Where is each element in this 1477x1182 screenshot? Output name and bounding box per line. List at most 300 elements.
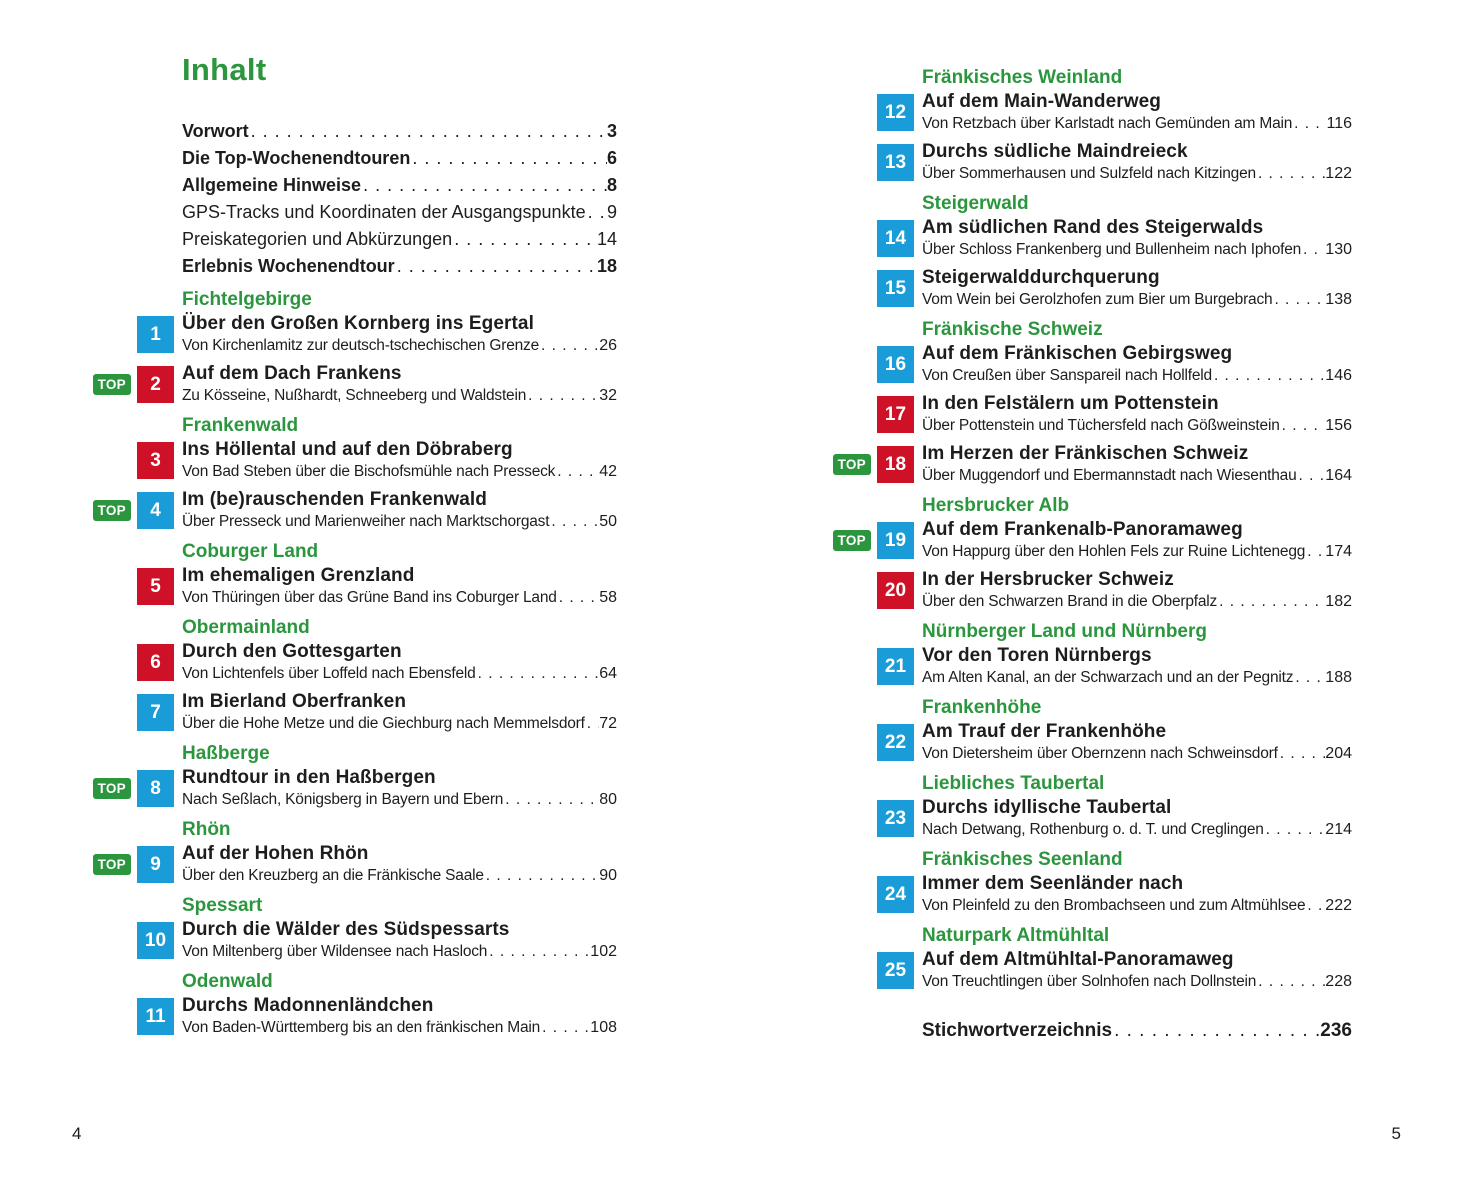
front-matter-row <box>182 226 617 253</box>
tour-subtitle-row <box>922 415 1352 436</box>
tour-subtitle-row <box>182 713 617 734</box>
tour-page-number: 156 <box>1325 417 1352 434</box>
tour-subtitle-row <box>922 895 1352 916</box>
front-matter-label: Preiskategorien und Abkürzungen <box>182 229 453 249</box>
toc-column-left <box>90 52 617 1045</box>
dot-leader <box>585 713 599 734</box>
tour-page-number: 174 <box>1325 543 1352 560</box>
tour-badge-area <box>90 489 182 532</box>
section-heading: Obermainland <box>182 617 310 638</box>
tour-entry <box>90 691 617 734</box>
tour-subtitle: Über den Kreuzberg an die Fränkische Saale <box>182 867 484 884</box>
tour-number-badge: 12 <box>877 94 914 131</box>
page-number-left: 4 <box>72 1124 82 1143</box>
tour-entry <box>830 645 1352 688</box>
dot-leader <box>586 199 607 226</box>
section-heading: Fränkisches Weinland <box>922 67 1123 88</box>
tour-page-number: 214 <box>1325 821 1352 838</box>
tour-page-number: 42 <box>599 463 617 480</box>
dot-leader <box>395 253 597 280</box>
front-matter-label: Vorwort <box>182 121 249 141</box>
tour-badge-area <box>90 691 182 734</box>
tour-page-number: 228 <box>1325 973 1352 990</box>
tour-text <box>182 691 617 734</box>
tour-badge-area <box>90 919 182 962</box>
dot-leader <box>1301 239 1325 260</box>
tour-subtitle: Über Pottenstein und Tüchersfeld nach Gößweinstein <box>922 417 1280 434</box>
tour-badge-area <box>830 91 922 134</box>
dot-leader <box>1112 1020 1320 1042</box>
section-heading: Steigerwald <box>922 193 1029 214</box>
tour-entry <box>90 363 617 406</box>
section-heading: Fränkisches Seenland <box>922 849 1123 870</box>
dot-leader <box>1297 465 1326 486</box>
tour-subtitle-row <box>182 385 617 406</box>
tour-text <box>182 489 617 532</box>
toc-section <box>90 416 617 532</box>
tour-text <box>922 141 1352 184</box>
tour-number-badge: 21 <box>877 648 914 685</box>
toc-section <box>830 926 1352 992</box>
tour-number-badge: 4 <box>137 492 174 529</box>
tour-title: Durch die Wälder des Südspessarts <box>182 919 510 940</box>
tour-page-number: 108 <box>590 1019 617 1036</box>
front-matter-label: Allgemeine Hinweise <box>182 175 362 195</box>
toc-section <box>830 622 1352 688</box>
tour-number-badge: 20 <box>877 572 914 609</box>
dot-leader <box>1212 365 1325 386</box>
front-matter-label: GPS-Tracks und Koordinaten der Ausgangspunkte <box>182 202 586 222</box>
toc-column-right <box>830 52 1352 1045</box>
section-tours <box>830 91 1352 184</box>
tour-title: Rundtour in den Haßbergen <box>182 767 436 788</box>
tour-subtitle: Von Miltenberg über Wildensee nach Hasloch <box>182 943 488 960</box>
tour-title: Immer dem Seenländer nach <box>922 873 1184 894</box>
tour-title: Auf dem Main-Wanderweg <box>922 91 1162 112</box>
tour-number-badge: 1 <box>137 316 174 353</box>
tour-subtitle-row <box>922 365 1352 386</box>
tour-title: Steigerwalddurchquerung <box>922 267 1160 288</box>
tour-entry <box>830 267 1352 310</box>
tour-subtitle: Über den Schwarzen Brand in die Oberpfalz <box>922 593 1218 610</box>
tour-subtitle-row <box>922 591 1352 612</box>
section-tours <box>90 641 617 734</box>
tour-page-number: 102 <box>590 943 617 960</box>
tour-entry <box>830 141 1352 184</box>
tour-subtitle-row <box>182 587 617 608</box>
tour-subtitle: Über Schloss Frankenberg und Bullenheim nach Iphofen <box>922 241 1302 258</box>
toc-section <box>90 744 617 810</box>
front-matter-page: 9 <box>606 202 617 222</box>
section-heading: Coburger Land <box>182 541 319 562</box>
tour-text <box>922 91 1352 134</box>
dot-leader <box>555 461 599 482</box>
section-heading: Spessart <box>182 895 263 916</box>
tour-subtitle-row <box>182 789 617 810</box>
tour-badge-area <box>90 641 182 684</box>
dot-leader <box>1278 743 1326 764</box>
tour-number-badge: 2 <box>137 366 174 403</box>
tour-badge-area <box>830 141 922 184</box>
toc-section <box>830 194 1352 310</box>
tour-subtitle: Von Lichtenfels über Loffeld nach Ebensfeld <box>182 665 476 682</box>
tour-title: In den Felstälern um Pottenstein <box>922 393 1219 414</box>
dot-leader <box>476 663 600 684</box>
dot-leader <box>539 335 599 356</box>
tour-text <box>182 439 617 482</box>
front-matter-label: Erlebnis Wochenendtour <box>182 256 395 276</box>
tour-title: Vor den Toren Nürnbergs <box>922 645 1152 666</box>
section-tours <box>90 565 617 608</box>
tour-page-number: 130 <box>1325 241 1352 258</box>
tour-entry <box>90 565 617 608</box>
dot-leader <box>503 789 599 810</box>
page-number-right: 5 <box>1391 1124 1401 1143</box>
tour-entry <box>830 721 1352 764</box>
tour-text <box>182 641 617 684</box>
index-entry-row <box>922 1020 1352 1042</box>
tour-badge-area <box>90 313 182 356</box>
tour-subtitle-row <box>922 743 1352 764</box>
tour-text <box>182 919 617 962</box>
tour-number-badge: 23 <box>877 800 914 837</box>
tour-number-badge: 19 <box>877 522 914 559</box>
front-matter-row <box>182 172 617 199</box>
tour-entry <box>830 569 1352 612</box>
tour-badge-area <box>90 843 182 886</box>
tour-subtitle-row <box>922 163 1352 184</box>
tour-subtitle-row <box>182 1017 617 1038</box>
tour-subtitle: Von Treuchtlingen über Solnhofen nach Dollnstein <box>922 973 1257 990</box>
tour-subtitle: Von Bad Steben über die Bischofsmühle nach Presseck <box>182 463 556 480</box>
section-heading: Frankenwald <box>182 415 299 436</box>
tour-page-number: 50 <box>599 513 617 530</box>
tour-subtitle: Über die Hohe Metze und die Giechburg nach Memmelsdorf <box>182 715 585 732</box>
tour-page-number: 32 <box>599 387 617 404</box>
tour-number-badge: 8 <box>137 770 174 807</box>
section-tours <box>90 439 617 532</box>
tour-entry <box>830 873 1352 916</box>
section-heading: Naturpark Altmühltal <box>922 925 1110 946</box>
section-tours <box>90 919 617 962</box>
dot-leader <box>1292 113 1326 134</box>
tour-page-number: 58 <box>599 589 617 606</box>
tour-text <box>922 645 1352 688</box>
tour-subtitle: Nach Detwang, Rothenburg o. d. T. und Creglingen <box>922 821 1264 838</box>
tour-title: Über den Großen Kornberg ins Egertal <box>182 313 534 334</box>
top-badge: TOP <box>93 854 131 876</box>
tour-title: Am südlichen Rand des Steigerwalds <box>922 217 1264 238</box>
tour-badge-area <box>830 393 922 436</box>
tour-badge-area <box>830 217 922 260</box>
section-heading: Haßberge <box>182 743 270 764</box>
section-heading: Hersbrucker Alb <box>922 495 1070 516</box>
dot-leader <box>361 172 607 199</box>
tour-text <box>922 393 1352 436</box>
section-tours <box>90 767 617 810</box>
tour-page-number: 80 <box>599 791 617 808</box>
tour-subtitle-row <box>922 541 1352 562</box>
index-entry-page: 236 <box>1320 1020 1352 1041</box>
dot-leader <box>1293 667 1325 688</box>
dot-leader <box>549 511 599 532</box>
toc-section <box>90 972 617 1038</box>
dot-leader <box>1272 289 1325 310</box>
tour-entry <box>830 217 1352 260</box>
tour-badge-area <box>830 721 922 764</box>
toc-section <box>830 320 1352 486</box>
dot-leader <box>484 865 599 886</box>
front-matter <box>182 118 617 280</box>
top-badge: TOP <box>93 778 131 800</box>
dot-leader <box>526 385 599 406</box>
tour-number-badge: 10 <box>137 922 174 959</box>
toc-sections-left <box>90 290 617 1038</box>
tour-badge-area <box>830 519 922 562</box>
toc-section <box>90 896 617 962</box>
tour-subtitle: Von Retzbach über Karlstadt nach Gemünden am Main <box>922 115 1293 132</box>
tour-entry <box>830 797 1352 840</box>
tour-text <box>922 217 1352 260</box>
dot-leader <box>487 941 590 962</box>
front-matter-row <box>182 145 617 172</box>
tour-title: Auf dem Frankenalb-Panoramaweg <box>922 519 1243 540</box>
dot-leader <box>557 587 600 608</box>
toc-sections-right <box>830 68 1352 992</box>
tour-entry <box>90 313 617 356</box>
toc-section <box>90 290 617 406</box>
section-heading: Odenwald <box>182 971 273 992</box>
tour-text <box>922 267 1352 310</box>
tour-text <box>922 873 1352 916</box>
tour-badge-area <box>90 363 182 406</box>
tour-subtitle-row <box>182 461 617 482</box>
toc-section <box>830 774 1352 840</box>
tour-page-number: 90 <box>599 867 617 884</box>
tour-title: Durchs Madonnenländchen <box>182 995 434 1016</box>
tour-text <box>182 363 617 406</box>
tour-badge-area <box>830 645 922 688</box>
section-tours <box>830 519 1352 612</box>
toc-section <box>830 698 1352 764</box>
tour-subtitle-row <box>922 971 1352 992</box>
front-matter-label: Die Top-Wochenendtouren <box>182 148 411 168</box>
top-badge: TOP <box>93 374 131 396</box>
tour-subtitle-row <box>922 113 1352 134</box>
tour-subtitle: Über Presseck und Marienweiher nach Marktschorgast <box>182 513 550 530</box>
front-matter-row <box>182 253 617 280</box>
tour-entry <box>830 343 1352 386</box>
dot-leader <box>249 118 607 145</box>
tour-page-number: 164 <box>1325 467 1352 484</box>
tour-entry <box>90 995 617 1038</box>
tour-title: Im ehemaligen Grenzland <box>182 565 415 586</box>
tour-badge-area <box>830 797 922 840</box>
tour-title: Durchs idyllische Taubertal <box>922 797 1172 818</box>
tour-subtitle: Von Kirchenlamitz zur deutsch-tschechischen Grenze <box>182 337 540 354</box>
dot-leader <box>1256 163 1325 184</box>
tour-number-badge: 18 <box>877 446 914 483</box>
tour-text <box>922 519 1352 562</box>
tour-subtitle-row <box>182 335 617 356</box>
tour-text <box>182 565 617 608</box>
tour-entry <box>90 919 617 962</box>
tour-page-number: 188 <box>1325 669 1352 686</box>
tour-title: Auf dem Fränkischen Gebirgsweg <box>922 343 1233 364</box>
toc-section <box>90 618 617 734</box>
tour-text <box>922 343 1352 386</box>
tour-badge-area <box>830 443 922 486</box>
tour-number-badge: 13 <box>877 144 914 181</box>
tour-title: Am Trauf der Frankenhöhe <box>922 721 1167 742</box>
section-tours <box>830 797 1352 840</box>
section-tours <box>90 995 617 1038</box>
top-badge: TOP <box>833 454 871 476</box>
tour-title: Durch den Gottesgarten <box>182 641 402 662</box>
tour-number-badge: 3 <box>137 442 174 479</box>
tour-text <box>922 721 1352 764</box>
section-heading: Fichtelgebirge <box>182 289 312 310</box>
tour-subtitle: Von Dietersheim über Obernzenn nach Schweinsdorf <box>922 745 1278 762</box>
tour-number-badge: 9 <box>137 846 174 883</box>
dot-leader <box>1264 819 1326 840</box>
front-matter-page: 18 <box>596 256 617 276</box>
tour-number-badge: 22 <box>877 724 914 761</box>
tour-text <box>922 569 1352 612</box>
tour-text <box>922 797 1352 840</box>
section-heading: Nürnberger Land und Nürnberg <box>922 621 1207 642</box>
tour-subtitle-row <box>922 819 1352 840</box>
tour-subtitle-row <box>182 865 617 886</box>
tour-number-badge: 16 <box>877 346 914 383</box>
tour-text <box>922 949 1352 992</box>
tour-subtitle: Nach Seßlach, Königsberg in Bayern und Ebern <box>182 791 504 808</box>
section-tours <box>90 313 617 406</box>
tour-subtitle: Von Baden-Württemberg bis an den fränkischen Main <box>182 1019 541 1036</box>
tour-page-number: 138 <box>1325 291 1352 308</box>
top-badge: TOP <box>833 530 871 552</box>
front-matter-page: 8 <box>606 175 617 195</box>
toc-section <box>830 68 1352 184</box>
tour-page-number: 204 <box>1325 745 1352 762</box>
tour-title: In der Hersbrucker Schweiz <box>922 569 1174 590</box>
tour-page-number: 122 <box>1325 165 1352 182</box>
tour-subtitle: Von Thüringen über das Grüne Band ins Coburger Land <box>182 589 557 606</box>
tour-title: Durchs südliche Maindreieck <box>922 141 1188 162</box>
tour-text <box>182 767 617 810</box>
tour-subtitle: Über Muggendorf und Ebermannstadt nach Wiesenthau <box>922 467 1297 484</box>
tour-subtitle-row <box>922 239 1352 260</box>
tour-title: Im Herzen der Fränkischen Schweiz <box>922 443 1249 464</box>
tour-badge-area <box>830 343 922 386</box>
tour-badge-area <box>830 949 922 992</box>
toc-section <box>90 820 617 886</box>
tour-page-number: 64 <box>599 665 617 682</box>
front-matter-page: 14 <box>596 229 617 249</box>
tour-entry <box>830 91 1352 134</box>
tour-entry <box>830 949 1352 992</box>
section-tours <box>90 843 617 886</box>
top-badge: TOP <box>93 500 131 522</box>
dot-leader <box>410 145 607 172</box>
tour-subtitle-row <box>182 663 617 684</box>
tour-title: Auf dem Dach Frankens <box>182 363 402 384</box>
tour-entry <box>830 393 1352 436</box>
tour-subtitle: Von Pleinfeld zu den Brombachseen und zum Altmühlsee <box>922 897 1306 914</box>
section-heading: Fränkische Schweiz <box>922 319 1103 340</box>
tour-entry <box>830 519 1352 562</box>
dot-leader <box>1217 591 1325 612</box>
section-tours <box>830 721 1352 764</box>
tour-badge-area <box>830 569 922 612</box>
front-matter-page: 3 <box>606 121 617 141</box>
tour-number-badge: 25 <box>877 952 914 989</box>
tour-subtitle-row <box>922 667 1352 688</box>
toc-section <box>90 542 617 608</box>
tour-entry <box>90 439 617 482</box>
section-tours <box>830 343 1352 486</box>
tour-title: Ins Höllental und auf den Döbraberg <box>182 439 513 460</box>
tour-subtitle-row <box>182 511 617 532</box>
section-tours <box>830 645 1352 688</box>
tour-page-number: 146 <box>1325 367 1352 384</box>
tour-title: Im (be)rauschenden Frankenwald <box>182 489 487 510</box>
tour-text <box>182 843 617 886</box>
dot-leader <box>1256 971 1325 992</box>
tour-entry <box>90 843 617 886</box>
dot-leader <box>540 1017 590 1038</box>
front-matter-row <box>182 199 617 226</box>
front-matter-page: 6 <box>606 148 617 168</box>
tour-number-badge: 5 <box>137 568 174 605</box>
section-heading: Frankenhöhe <box>922 697 1042 718</box>
index-entry-label: Stichwortverzeichnis <box>922 1020 1113 1041</box>
tour-number-badge: 11 <box>137 998 174 1035</box>
tour-number-badge: 17 <box>877 396 914 433</box>
tour-badge-area <box>90 995 182 1038</box>
section-tours <box>830 873 1352 916</box>
tour-subtitle: Vom Wein bei Gerolzhofen zum Bier um Burgebrach <box>922 291 1273 308</box>
tour-subtitle: Über Sommerhausen und Sulzfeld nach Kitzingen <box>922 165 1256 182</box>
tour-title: Auf dem Altmühltal-Panoramaweg <box>922 949 1234 970</box>
page-title: Inhalt <box>182 52 267 87</box>
tour-number-badge: 6 <box>137 644 174 681</box>
front-matter-row <box>182 118 617 145</box>
dot-leader <box>1305 541 1325 562</box>
tour-subtitle: Am Alten Kanal, an der Schwarzach und an der Pegnitz <box>922 669 1294 686</box>
tour-badge-area <box>90 565 182 608</box>
tour-subtitle-row <box>922 289 1352 310</box>
tour-subtitle: Von Happurg über den Hohlen Fels zur Ruine Lichtenegg <box>922 543 1306 560</box>
tour-number-badge: 15 <box>877 270 914 307</box>
tour-page-number: 222 <box>1325 897 1352 914</box>
tour-entry <box>90 489 617 532</box>
tour-badge-area <box>90 767 182 810</box>
tour-title: Auf der Hohen Rhön <box>182 843 369 864</box>
tour-number-badge: 14 <box>877 220 914 257</box>
tour-page-number: 72 <box>599 715 617 732</box>
tour-badge-area <box>830 267 922 310</box>
dot-leader <box>452 226 597 253</box>
section-tours <box>830 949 1352 992</box>
tour-subtitle-row <box>182 941 617 962</box>
tour-page-number: 26 <box>599 337 617 354</box>
tour-entry <box>90 641 617 684</box>
tour-text <box>182 313 617 356</box>
section-tours <box>830 217 1352 310</box>
section-heading: Rhön <box>182 819 231 840</box>
tour-text <box>922 443 1352 486</box>
